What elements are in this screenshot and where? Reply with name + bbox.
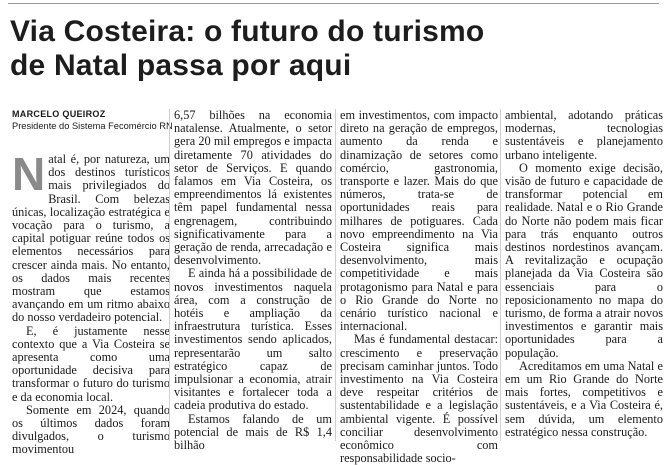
paragraph: em investimentos, com impacto direto na geração de empregos, aumento da renda e dinamização de setores como comércio, gastronomia, transporte e lazer. Mais do que números, trata-se de oportunidades reais para milhares de potiguares. Cada novo empreendimento na Via Costeira significa mais desenvolvimento, mais competitividade e mais protagonismo para Natal e para o Rio Grande do Norte no cenário turístico nacional e internacional.	[340, 108, 498, 334]
paragraph: E, é justamente nesse contexto que a Via Costeira se apresenta como uma oportunidade decisiva para transformar o futuro do turismo e da economia local.	[12, 323, 170, 404]
article-column-4	[505, 109, 663, 439]
paragraph: Somente em 2024, quando os últimos dados foram divulgados, o turismo movimentou	[12, 402, 170, 457]
paragraph: E ainda há a possibilidade de novos investimentos naquela área, com a construção de hotéis e ampliação da infraestrutura turística. Esses investimentos sendo aplicados, representarão um salto estratégico capaz de impulsionar a economia, atrair visitantes e fortalecer toda a cadeia produtiva do estado.	[174, 266, 332, 413]
paragraph: ambiental, adotando práticas modernas, tecnologias sustentáveis e planejamento urbano inteligente.	[505, 108, 663, 162]
paragraph: O momento exige decisão, visão de futuro e capacidade de transformar potencial em realidade. Natal e o Rio Grande do Norte não podem mais ficar para trás enquanto outros destinos nordestinos avançam. A revitalização e ocupação planejada da Via Costeira são essenciais para o reposicionamento no mapa do turismo, de forma a atrair novos investimentos e garantir mais oportunidades para a população.	[505, 160, 663, 360]
article-column-2	[174, 109, 332, 452]
top-divider	[8, 3, 659, 4]
article-column-1	[12, 148, 170, 457]
author-role: Presidente do Sistema Fecomércio RN	[12, 121, 173, 131]
headline	[10, 15, 650, 83]
byline	[12, 109, 177, 132]
column-divider	[500, 109, 501, 441]
author-name: MARCELO QUEIROZ	[12, 109, 106, 119]
article-column-3	[340, 109, 498, 465]
paragraph: Mas é fundamental destacar: crescimento e preservação precisam caminhar juntos. Todo investimento na Via Costeira deve respeitar critérios de sustentabilidade e a legislação ambiental vigente. É possível conciliar desenvolvimento econômico com responsabilidade socio-	[340, 332, 498, 465]
paragraph	[12, 148, 170, 325]
paragraph-text: atal é, por natureza, um dos destinos turísticos mais privilegiados do Brasil. Com belezas únicas, localização estratégica e vocação para o turismo, a capital potiguar reúne todos os elementos necessários para crescer ainda mais. No entanto, os dados mais recentes mostram que estamos avançando em um ritmo abaixo do nosso verdadeiro potencial.	[12, 152, 170, 325]
paragraph: Estamos falando de um potencial de mais de R$ 1,4 bilhão	[174, 411, 332, 453]
paragraph: Acreditamos em uma Natal e em um Rio Grande do Norte mais fortes, competitivos e sustentáveis, e a Via Costeira é, sem dúvida, um elemento estratégico nessa construção.	[505, 358, 663, 439]
column-divider	[169, 109, 170, 441]
paragraph: 6,57 bilhões na economia natalense. Atualmente, o setor gera 20 mil empregos e impacta diretamente 70 atividades do setor de Serviços. E quando falamos em Via Costeira, os empreendimentos lá existentes têm papel fundamental nessa engrenagem, contribuindo significativamente para a geração de renda, arrecadação e desenvolvimento.	[174, 108, 332, 268]
column-divider	[335, 109, 336, 441]
headline-line-1: Via Costeira: o futuro do turismo	[10, 15, 485, 48]
drop-cap: N	[12, 148, 46, 200]
headline-line-2: de Natal passa por aqui	[10, 49, 352, 82]
